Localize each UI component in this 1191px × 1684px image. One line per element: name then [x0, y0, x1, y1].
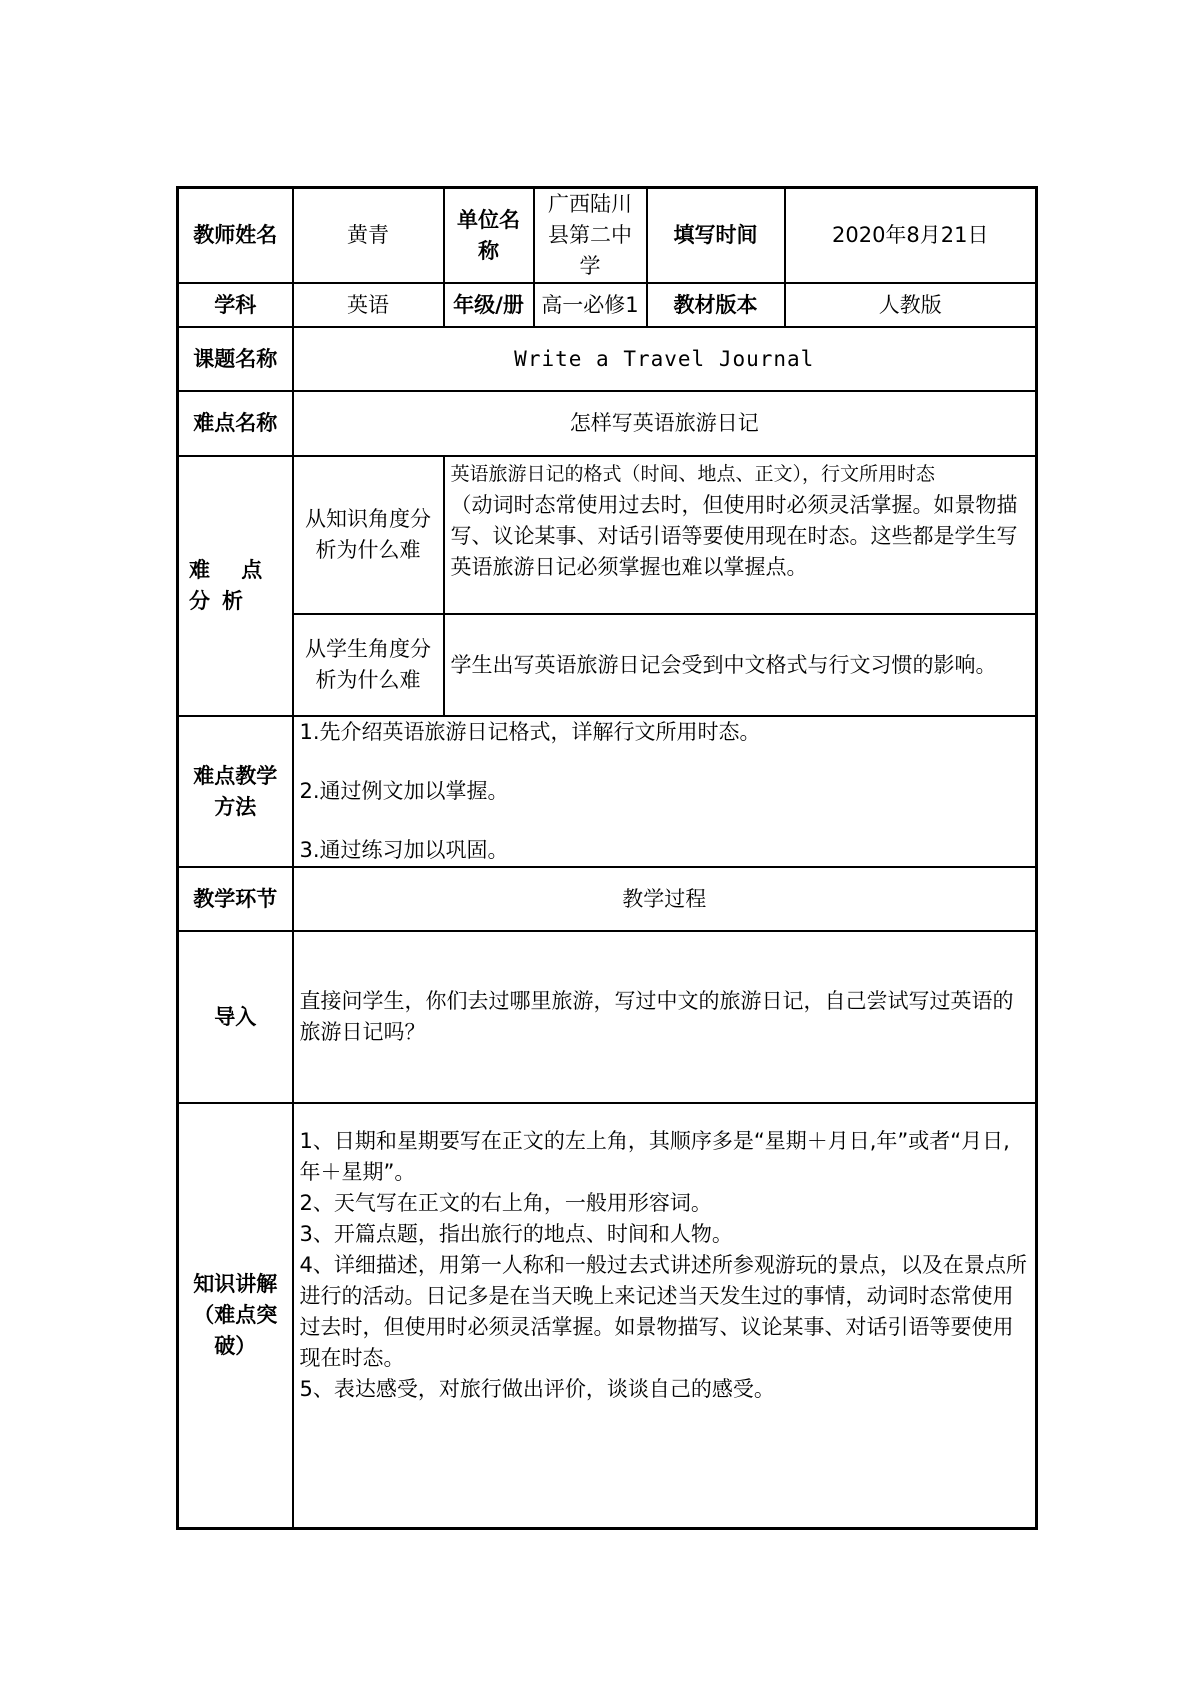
method-item: 2.通过例文加以掌握。 [299, 779, 509, 803]
methods-label: 难点教学方法 [178, 716, 293, 867]
topic-label: 课题名称 [178, 327, 293, 391]
knowledge-list [293, 1103, 1037, 1528]
methods-row [178, 716, 1037, 867]
difficulty-value: 怎样写英语旅游日记 [293, 391, 1037, 456]
grade-label: 年级/册 [444, 283, 534, 327]
methods-list [293, 716, 1037, 867]
topic-row [178, 327, 1037, 391]
process-row [178, 867, 1037, 931]
knowledge-angle-label: 从知识角度分析为什么难 [293, 456, 444, 614]
knowledge-row [178, 1103, 1037, 1528]
student-angle-label: 从学生角度分析为什么难 [293, 614, 444, 716]
knowledge-label: 知识讲解（难点突破） [178, 1103, 293, 1528]
knowledge-item: 5、表达感受，对旅行做出评价，谈谈自己的感受。 [299, 1377, 775, 1401]
method-item: 3.通过练习加以巩固。 [299, 838, 509, 862]
date-label: 填写时间 [647, 188, 785, 284]
process-label: 教学环节 [178, 867, 293, 931]
subject-label: 学科 [178, 283, 293, 327]
edition-value: 人教版 [785, 283, 1037, 327]
knowledge-angle-text-rest: （动词时态常使用过去时，但使用时必须灵活掌握。如景物描写、议论某事、对话引语等要使用现在时态。这些都是学生写英语旅游日记必须掌握也难以掌握点。 [450, 493, 1018, 579]
process-value: 教学过程 [293, 867, 1037, 931]
intro-text: 直接问学生，你们去过哪里旅游，写过中文的旅游日记，自己尝试写过英语的旅游日记吗？ [293, 931, 1037, 1103]
knowledge-item: 1、日期和星期要写在正文的左上角，其顺序多是“星期＋月日,年”或者“月日,年＋星期”。 [299, 1129, 1010, 1184]
knowledge-item: 3、开篇点题，指出旅行的地点、时间和人物。 [299, 1222, 733, 1246]
intro-row [178, 931, 1037, 1103]
student-angle-text: 学生出写英语旅游日记会受到中文格式与行文习惯的影响。 [444, 614, 1037, 716]
difficulty-label: 难点名称 [178, 391, 293, 456]
teacher-label: 教师姓名 [178, 188, 293, 284]
subject-value: 英语 [293, 283, 444, 327]
topic-value: Write a Travel Journal [293, 327, 1037, 391]
analysis-student-row [178, 614, 1037, 716]
header-row-2 [178, 283, 1037, 327]
method-item: 1.先介绍英语旅游日记格式，详解行文所用时态。 [299, 720, 761, 744]
knowledge-item: 2、天气写在正文的右上角，一般用形容词。 [299, 1191, 712, 1215]
teacher-name: 黄青 [293, 188, 444, 284]
unit-label: 单位名称 [444, 188, 534, 284]
date-value: 2020年8月21日 [785, 188, 1037, 284]
knowledge-angle-text-line1: 英语旅游日记的格式（时间、地点、正文），行文所用时态 [450, 463, 936, 485]
difficulty-row [178, 391, 1037, 456]
unit-name: 广西陆川县第二中学 [534, 188, 647, 284]
knowledge-item: 4、详细描述，用第一人称和一般过去式讲述所参观游玩的景点，以及在景点所进行的活动。日记多是在当天晚上来记述当天发生过的事情，动词时态常使用过去时，但使用时必须灵活掌握。如景物描写、议论某事、对话引语等要使用现在时态。 [299, 1253, 1027, 1370]
knowledge-angle-text [444, 456, 1037, 614]
analysis-knowledge-row [178, 456, 1037, 614]
lesson-plan-table [176, 186, 1038, 1530]
analysis-label-text: 难 点 分析 [189, 558, 275, 613]
grade-value: 高一必修1 [534, 283, 647, 327]
header-row-1 [178, 188, 1037, 284]
intro-label: 导入 [178, 931, 293, 1103]
edition-label: 教材版本 [647, 283, 785, 327]
analysis-label [178, 456, 293, 716]
